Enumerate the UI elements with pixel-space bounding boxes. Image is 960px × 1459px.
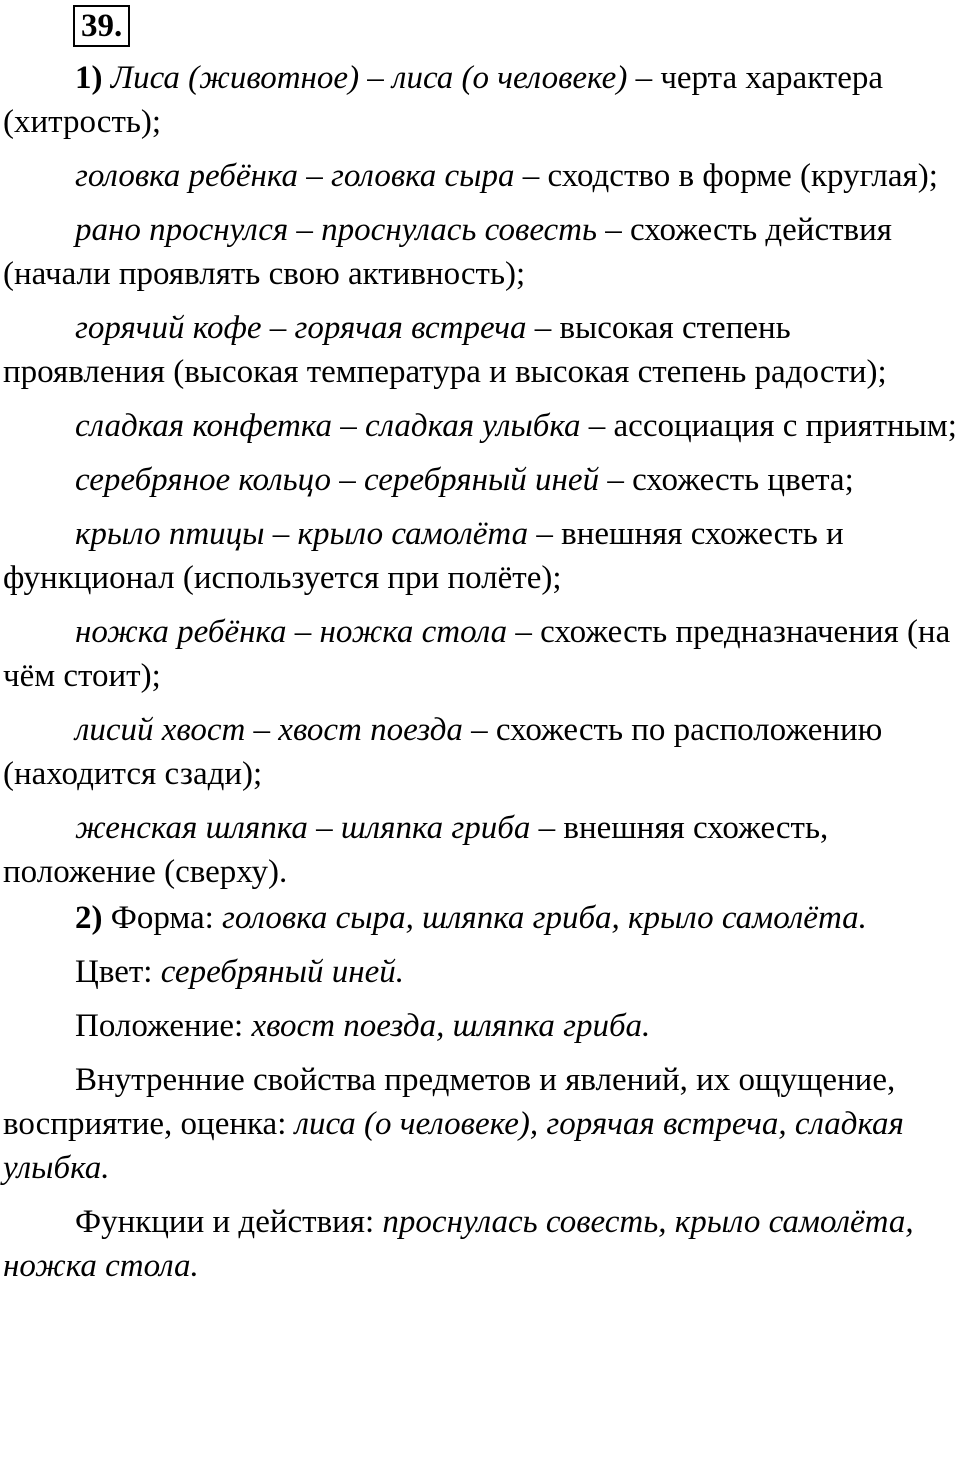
- word-pair: Лиса (животное) – лиса (о человеке): [110, 60, 628, 96]
- part-marker: 1): [75, 60, 103, 96]
- word-pair: серебряное кольцо – серебряный иней: [75, 462, 600, 498]
- explanation: – схожесть цвета;: [599, 462, 854, 498]
- explanation: – схожесть предназначения (на чём стоит);: [3, 614, 951, 694]
- list-item: [3, 404, 958, 448]
- category-line: [3, 1058, 958, 1190]
- list-item: [3, 208, 958, 296]
- category-line: [3, 950, 958, 994]
- list-item: [3, 610, 958, 698]
- category-label: Форма:: [102, 900, 223, 936]
- category-examples: серебряный иней.: [160, 954, 405, 990]
- word-pair: лисий хвост – хвост поезда: [75, 712, 463, 748]
- word-pair: горячий кофе – горячая встреча: [75, 310, 527, 346]
- part-marker: 2): [75, 900, 103, 936]
- word-pair: сладкая конфетка – сладкая улыбка: [75, 408, 581, 444]
- list-item: [3, 306, 958, 394]
- explanation: – внешняя схожесть и функционал (используется при полёте);: [3, 516, 844, 596]
- category-examples: лиса (о человеке), горячая встреча, сладкая улыбка.: [3, 1106, 904, 1186]
- word-pair: крыло птицы – крыло самолёта: [75, 516, 529, 552]
- list-item: [3, 154, 958, 198]
- explanation: – высокая степень проявления (высокая температура и высокая степень радости);: [3, 310, 887, 390]
- category-line: [3, 1004, 958, 1048]
- explanation: – внешняя схожесть, положение (сверху).: [3, 810, 829, 890]
- category-label: Цвет:: [75, 954, 161, 990]
- answer-text: [3, 56, 958, 1298]
- explanation: – схожесть по расположению (находится сзади);: [3, 712, 883, 792]
- list-item: [3, 512, 958, 600]
- task-number: 39.: [73, 5, 130, 47]
- category-examples: головка сыра, шляпка гриба, крыло самолёта.: [222, 900, 867, 936]
- category-line: [3, 896, 958, 940]
- category-line: [3, 1200, 958, 1288]
- word-pair: головка ребёнка – головка сыра: [75, 158, 515, 194]
- list-item: [3, 56, 958, 144]
- list-item: [3, 708, 958, 796]
- explanation: – сходство в форме (круглая);: [514, 158, 938, 194]
- category-label: Функции и действия:: [75, 1204, 383, 1240]
- word-pair: ножка ребёнка – ножка стола: [75, 614, 508, 650]
- category-examples: проснулась совесть, крыло самолёта, ножка стола.: [3, 1204, 914, 1284]
- list-item: [3, 458, 958, 502]
- category-examples: хвост поезда, шляпка гриба.: [251, 1008, 651, 1044]
- explanation: – схожесть действия (начали проявлять свою активность);: [3, 212, 892, 292]
- word-pair: женская шляпка – шляпка гриба: [75, 810, 531, 846]
- category-label: Внутренние свойства предметов и явлений, их ощущение, восприятие, оценка:: [3, 1062, 896, 1142]
- word-pair: рано проснулся – проснулась совесть: [75, 212, 598, 248]
- explanation: – ассоциация с приятным;: [580, 408, 957, 444]
- category-label: Положение:: [75, 1008, 252, 1044]
- explanation: – черта характера (хитрость);: [3, 60, 884, 140]
- list-item: [3, 806, 958, 894]
